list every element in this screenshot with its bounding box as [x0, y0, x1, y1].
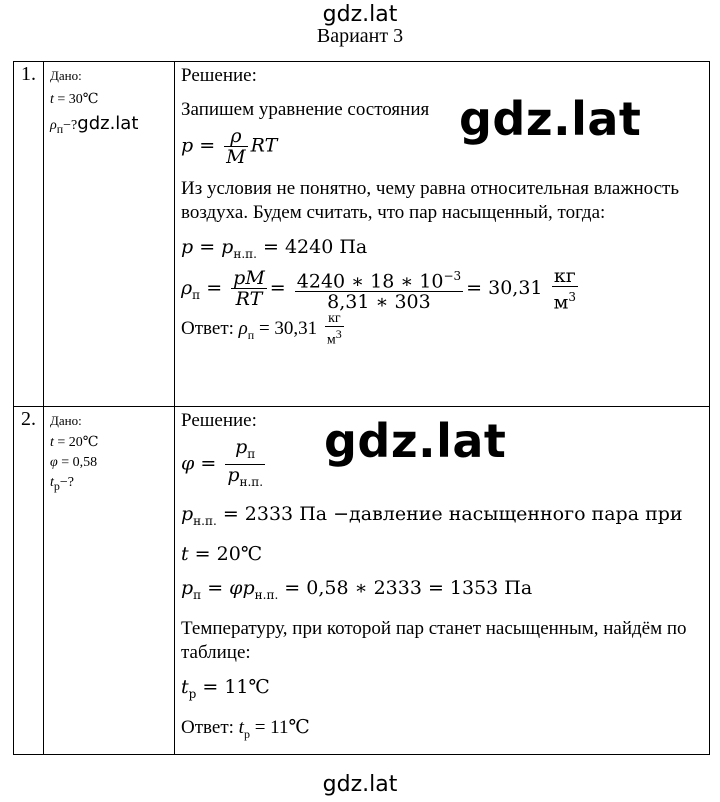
equation-state: p = $\frac{\rho}{M}$ RT [181, 125, 278, 168]
given-unknown: $\rho_п-?gdz.lat$ [50, 113, 139, 136]
given-temperature: t = 20℃ [50, 435, 99, 450]
temperature-line: t = 20℃ [181, 543, 263, 566]
solution-label: Решение: [181, 410, 257, 431]
equation-density: $\rho_п$ = $\frac{pM}{RT}$ = $\frac{4240 ∗ 18 ∗ 10^{-3}}{8,31 ∗ 303}$ = 30,31 $\frac{кг}{м^3}$ [181, 264, 576, 314]
solution-line: Запишем уравнение состояния [181, 99, 430, 120]
overlay-watermark-2: gdz.lat [324, 414, 507, 468]
dew-point-line: $t_р$ = 11℃ [181, 676, 270, 701]
given-unknown: $t_р-$? [50, 475, 74, 493]
answer-line: Ответ: $\rho_п = 30,31$ $\frac{кг}{м^3}$ [181, 311, 342, 348]
equation-pressure: $p = p_{н.п.} = 4240$ Па [181, 236, 368, 261]
given-label: Дано: [50, 413, 82, 428]
given-cell [44, 62, 175, 407]
answer-line: Ответ: $t_р$ = 11℃ [181, 716, 310, 741]
footer-watermark: gdz.lat [322, 772, 398, 797]
problem-number: 1. [14, 62, 44, 407]
variant-title: Вариант 3 [316, 25, 404, 47]
solution-paragraph: Температуру, при которой пар станет насыщенным, найдём по таблице: [181, 618, 687, 664]
header-watermark: gdz.lat [322, 2, 398, 27]
problem-number: 2. [14, 407, 44, 755]
overlay-watermark-1: gdz.lat [459, 92, 642, 146]
saturation-pressure-line: $p_{н.п.} = 2333$ Па −давление насыщенного пара при [181, 502, 683, 528]
vapor-pressure-line: $p_п = \varphi p_{н.п.} = 0,58$ ∗ 2333 = 1353 Па [181, 577, 533, 603]
solutions-table [13, 61, 710, 755]
equation-humidity: φ = $\frac{p_п}{p_{н.п.}}$ [181, 437, 705, 492]
given-cell [44, 407, 175, 755]
given-humidity: φ = 0,58 [50, 455, 98, 470]
solution-paragraph: Из условия не понятно, чему равна относительная влажность воздуха. Будем считать, что пар насыщенный, тогда: [181, 178, 680, 223]
solution-label: Решение: [181, 65, 257, 86]
given-temperature: t = 30℃ [50, 92, 99, 107]
given-label: Дано: [50, 68, 82, 83]
given-watermark: gdz.lat [77, 113, 139, 134]
